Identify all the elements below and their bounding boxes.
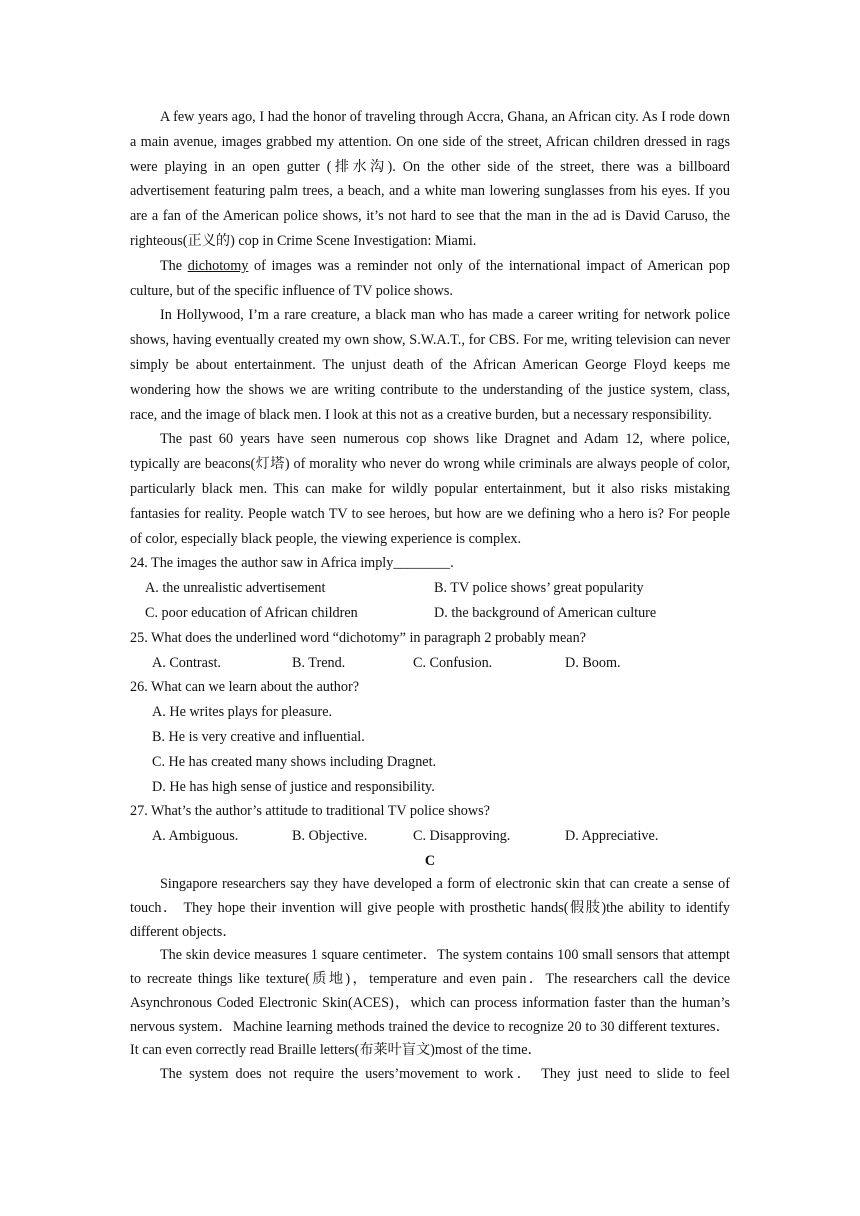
question-27-stem: 27. What’s the author’s attitude to traditional TV police shows? (130, 803, 490, 820)
question-24-option-b: B. TV police shows’ great popularity (434, 580, 644, 597)
question-26-option-a: A. He writes plays for pleasure. (152, 704, 333, 721)
question-25-options (130, 651, 730, 676)
question-25-stem: 25. What does the underlined word “dichotomy” in paragraph 2 probably mean? (130, 629, 586, 646)
question-27-option-d: D. Appreciative. (565, 828, 659, 845)
question-27-option-a: A. Ambiguous. (152, 828, 239, 845)
underlined-word-dichotomy: dichotomy (187, 257, 249, 274)
paragraph-2-start: The (160, 257, 188, 274)
question-25-option-d: D. Boom. (565, 654, 621, 671)
question-24-options-row-1 (130, 576, 730, 601)
passage-c-paragraph-2: The skin device measures 1 square centimeter．The system contains 100 small sensors that attempt to recreate things like texture(质地)，temperature and even pain．The researchers call the device Asynchronous Coded Electronic Skin(ACES)，which can process information faster than the human’s nervous system．Machine learning methods trained the device to recognize 20 to 30 different textures．It can even correctly read Braille letters(布莱叶盲文)most of the time． (130, 947, 730, 1059)
passage-c-paragraph-3: The system does not require the users’movement to work． They just need to slide to feel (160, 1066, 730, 1083)
passage-c-paragraph-1: Singapore researchers say they have developed a form of electronic skin that can create a sense of touch． They hope their invention will give people with prosthetic hands(假肢)the ability to identify different objects． (130, 875, 730, 940)
question-24-option-a: A. the unrealistic advertisement (145, 580, 326, 597)
question-24-option-c: C. poor education of African children (145, 604, 358, 621)
question-24-stem: 24. The images the author saw in Africa imply________. (130, 555, 454, 572)
question-27-option-b: B. Objective. (292, 828, 368, 845)
question-25-option-b: B. Trend. (292, 654, 346, 671)
paragraph-2-rest: of images was a reminder not only of the international impact of American pop culture, but of the specific influence of TV police shows. (130, 257, 730, 299)
question-27-options (130, 824, 730, 849)
passage-b-paragraph-2 (130, 254, 730, 304)
question-26-option-d: D. He has high sense of justice and responsibility. (152, 778, 435, 795)
passage-b-paragraph-3: In Hollywood, I’m a rare creature, a black man who has made a career writing for network police shows, having eventually created my own show, S.W.A.T., for CBS. For me, writing television can never simply be about entertainment. The unjust death of the African American George Floyd keeps me wondering how the shows we are writing contribute to the understanding of the justice system, class, race, and the image of black men. I look at this not as a creative burden, but a necessary responsibility. (130, 307, 730, 423)
section-c-heading: C (424, 852, 436, 869)
question-26-stem: 26. What can we learn about the author? (130, 679, 360, 696)
question-24-options-row-2 (130, 601, 730, 626)
question-25-option-a: A. Contrast. (152, 654, 221, 671)
passage-b-paragraph-4: The past 60 years have seen numerous cop shows like Dragnet and Adam 12, where police, typically are beacons(灯塔) of morality who never do wrong while criminals are always people of color, particularly black men. This can make for wildly popular entertainment, but it also risks mistaking fantasies for reality. People watch TV to see heroes, but how are we defining who a hero is? For people of color, especially black people, the viewing experience is complex. (130, 431, 730, 547)
question-26-option-c: C. He has created many shows including Dragnet. (152, 753, 437, 770)
question-24-option-d: D. the background of American culture (434, 604, 657, 621)
passage-b-paragraph-1: A few years ago, I had the honor of traveling through Accra, Ghana, an African city. As I rode down a main avenue, images grabbed my attention. On one side of the street, African children dressed in rags were playing in an open gutter (排水沟). On the other side of the street, there was a billboard advertisement featuring palm trees, a beach, and a white man lowering sunglasses from his eyes. If you are a fan of the American police shows, it’s not hard to see that the man in the ad is David Caruso, the righteous(正义的) cop in Crime Scene Investigation: Miami. (130, 109, 730, 249)
document-content (130, 105, 730, 1087)
question-25-option-c: C. Confusion. (413, 654, 493, 671)
question-27-option-c: C. Disapproving. (413, 828, 511, 845)
question-26-option-b: B. He is very creative and influential. (152, 728, 365, 745)
